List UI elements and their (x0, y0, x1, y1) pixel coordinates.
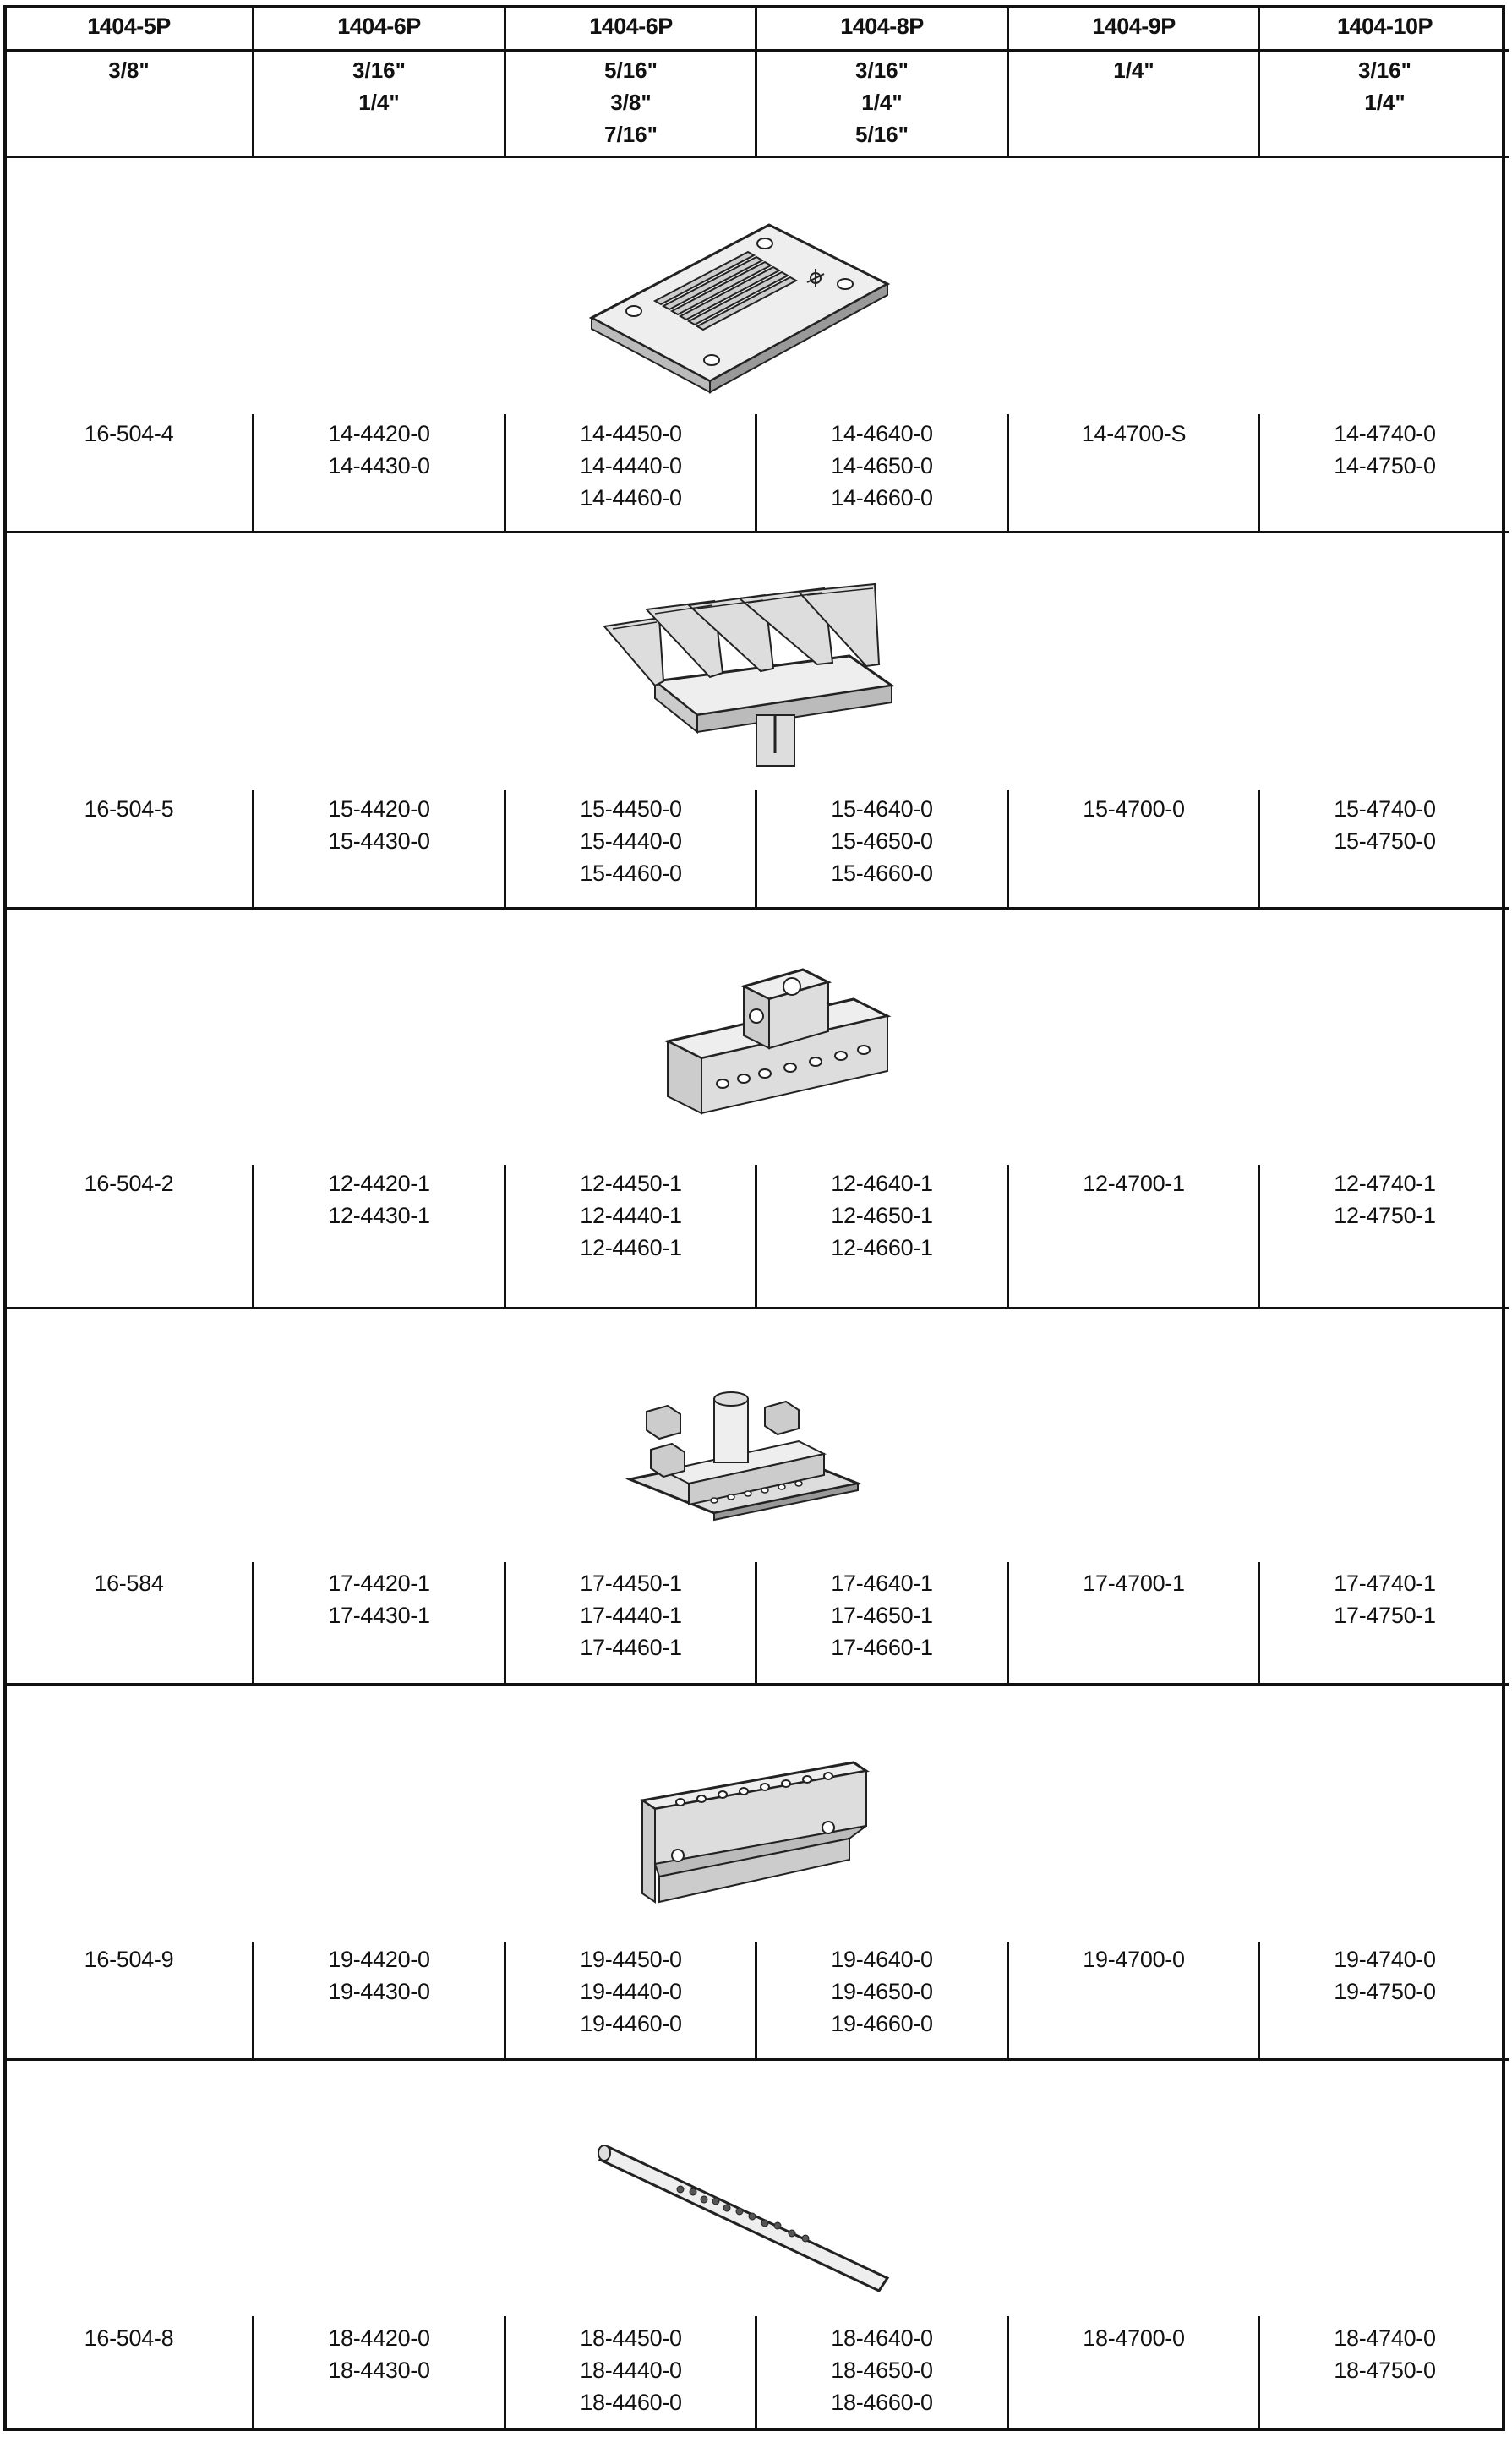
column-header-sizes (756, 54, 1007, 150)
size-value: 1/4" (861, 90, 903, 115)
part-number-cell (3, 1567, 254, 1599)
part-number: 16-504-2 (84, 1171, 174, 1196)
part-number-cell (3, 1167, 254, 1199)
part-number-cell (1008, 2322, 1259, 2354)
part-number-cell (505, 1567, 756, 1664)
part-number: 19-4460-0 (580, 2011, 682, 2036)
feed-dog-icon (596, 580, 917, 774)
part-number: 18-4460-0 (580, 2390, 682, 2415)
part-number: 12-4430-1 (328, 1203, 430, 1228)
part-number-cell (756, 2322, 1007, 2418)
part-number: 15-4640-0 (831, 796, 933, 822)
part-number-cell (1259, 1167, 1510, 1232)
part-number: 12-4460-1 (580, 1235, 682, 1260)
part-number-cell (3, 793, 254, 825)
part-number: 16-504-9 (84, 1947, 174, 1972)
part-number: 14-4640-0 (831, 421, 933, 446)
part-number-cell (1259, 1567, 1510, 1631)
part-number: 18-4650-0 (831, 2358, 933, 2383)
part-number: 15-4450-0 (580, 796, 682, 822)
part-number: 18-4660-0 (831, 2390, 933, 2415)
size-value: 1/4" (1113, 57, 1154, 83)
part-number-cell (1008, 1567, 1259, 1599)
part-number-cell (505, 2322, 756, 2418)
part-number-cell (3, 1943, 254, 1975)
part-number: 12-4440-1 (580, 1203, 682, 1228)
part-number: 12-4640-1 (831, 1171, 933, 1196)
part-number: 14-4430-0 (328, 453, 430, 478)
part-number-cell (505, 1167, 756, 1264)
part-number: 14-4450-0 (580, 421, 682, 446)
part-number-cell (756, 1567, 1007, 1664)
part-number: 19-4660-0 (831, 2011, 933, 2036)
part-number: 14-4740-0 (1334, 421, 1436, 446)
spreader-rod-icon (596, 2130, 900, 2299)
part-number: 18-4740-0 (1334, 2325, 1436, 2351)
column-header-sizes (254, 54, 505, 118)
part-number-cell (1259, 2322, 1510, 2386)
part-number-cell (1008, 793, 1259, 825)
column-header-model: 1404-6P (337, 14, 421, 39)
part-number: 19-4640-0 (831, 1947, 933, 1972)
part-number: 18-4640-0 (831, 2325, 933, 2351)
part-number: 18-4430-0 (328, 2358, 430, 2383)
part-number: 12-4450-1 (580, 1171, 682, 1196)
part-number-cell (254, 1167, 505, 1232)
size-value: 1/4" (1364, 90, 1406, 115)
part-number: 14-4420-0 (328, 421, 430, 446)
part-number: 12-4740-1 (1334, 1171, 1436, 1196)
part-number: 15-4430-0 (328, 828, 430, 854)
part-number: 15-4650-0 (831, 828, 933, 854)
size-value: 5/16" (604, 57, 658, 83)
part-number: 17-4750-1 (1334, 1603, 1436, 1628)
guide-bar-icon (625, 1758, 879, 1910)
column-header-sizes (1259, 54, 1510, 118)
part-number: 12-4420-1 (328, 1171, 430, 1196)
part-number-cell (254, 2322, 505, 2386)
part-number: 12-4750-1 (1334, 1203, 1436, 1228)
size-value: 3/16" (855, 57, 909, 83)
size-value: 1/4" (358, 90, 400, 115)
part-number: 18-4450-0 (580, 2325, 682, 2351)
part-number: 12-4700-1 (1083, 1171, 1185, 1196)
size-value: 5/16" (855, 122, 909, 147)
part-number: 12-4650-1 (831, 1203, 933, 1228)
part-number: 17-4740-1 (1334, 1571, 1436, 1596)
part-number: 15-4750-0 (1334, 828, 1436, 854)
part-number: 15-4460-0 (580, 861, 682, 886)
part-number: 17-4650-1 (831, 1603, 933, 1628)
size-value: 7/16" (604, 122, 658, 147)
part-number: 19-4740-0 (1334, 1947, 1436, 1972)
part-number: 19-4430-0 (328, 1979, 430, 2004)
part-number-cell (756, 418, 1007, 514)
part-number: 17-4700-1 (1083, 1571, 1185, 1596)
part-number-cell (1259, 1943, 1510, 2008)
part-number: 19-4450-0 (580, 1947, 682, 1972)
looper-holder-icon (613, 1374, 866, 1543)
part-number: 15-4700-0 (1083, 796, 1185, 822)
size-value: 3/16" (1358, 57, 1411, 83)
part-number-cell (254, 1943, 505, 2008)
column-header-model: 1404-5P (87, 14, 171, 39)
part-number: 14-4750-0 (1334, 453, 1436, 478)
part-number: 14-4700-S (1081, 421, 1187, 446)
part-number: 19-4650-0 (831, 1979, 933, 2004)
part-number: 14-4660-0 (831, 485, 933, 511)
part-number: 17-4460-1 (580, 1635, 682, 1660)
part-number-cell (1008, 1167, 1259, 1199)
part-number: 18-4750-0 (1334, 2358, 1436, 2383)
part-number: 17-4450-1 (580, 1571, 682, 1596)
part-number-cell (254, 418, 505, 482)
column-header-model: 1404-9P (1092, 14, 1176, 39)
part-number: 17-4440-1 (580, 1603, 682, 1628)
part-number: 17-4420-1 (328, 1571, 430, 1596)
part-number: 14-4440-0 (580, 453, 682, 478)
part-number-cell (505, 418, 756, 514)
column-header-sizes (505, 54, 756, 150)
part-number-cell (1259, 793, 1510, 857)
part-number: 17-4640-1 (831, 1571, 933, 1596)
column-header-model: 1404-6P (589, 14, 673, 39)
part-number: 14-4460-0 (580, 485, 682, 511)
part-number: 15-4420-0 (328, 796, 430, 822)
part-number-cell (756, 1167, 1007, 1264)
part-number: 18-4700-0 (1083, 2325, 1185, 2351)
part-number-cell (756, 793, 1007, 889)
part-number-cell (3, 418, 254, 450)
part-number-cell (505, 793, 756, 889)
part-number: 19-4750-0 (1334, 1979, 1436, 2004)
part-number: 16-504-4 (84, 421, 174, 446)
part-number: 16-584 (94, 1571, 164, 1596)
part-number-cell (254, 793, 505, 857)
column-header-sizes (3, 54, 254, 86)
size-value: 3/16" (352, 57, 406, 83)
column-header-model: 1404-10P (1336, 14, 1433, 39)
part-number: 16-504-8 (84, 2325, 174, 2351)
part-number: 17-4660-1 (831, 1635, 933, 1660)
part-number: 15-4660-0 (831, 861, 933, 886)
part-number-cell (756, 1943, 1007, 2040)
throat-plate-icon (575, 191, 896, 402)
part-number: 19-4700-0 (1083, 1947, 1185, 1972)
part-number-cell (505, 1943, 756, 2040)
column-header-sizes (1008, 54, 1259, 86)
part-number: 14-4650-0 (831, 453, 933, 478)
part-number-cell (254, 1567, 505, 1631)
part-number: 18-4440-0 (580, 2358, 682, 2383)
part-number: 15-4740-0 (1334, 796, 1436, 822)
part-number-cell (1008, 418, 1259, 450)
column-header-model: 1404-8P (840, 14, 924, 39)
part-number-cell (1008, 1943, 1259, 1975)
part-number: 19-4440-0 (580, 1979, 682, 2004)
size-value: 3/8" (610, 90, 652, 115)
part-number: 15-4440-0 (580, 828, 682, 854)
part-number-cell (1259, 418, 1510, 482)
size-value: 3/8" (108, 57, 150, 83)
part-number: 17-4430-1 (328, 1603, 430, 1628)
part-number: 19-4420-0 (328, 1947, 430, 1972)
part-number: 12-4660-1 (831, 1235, 933, 1260)
part-number: 16-504-5 (84, 796, 174, 822)
part-number-cell (3, 2322, 254, 2354)
part-number: 18-4420-0 (328, 2325, 430, 2351)
needle-clamp-icon (642, 948, 896, 1143)
